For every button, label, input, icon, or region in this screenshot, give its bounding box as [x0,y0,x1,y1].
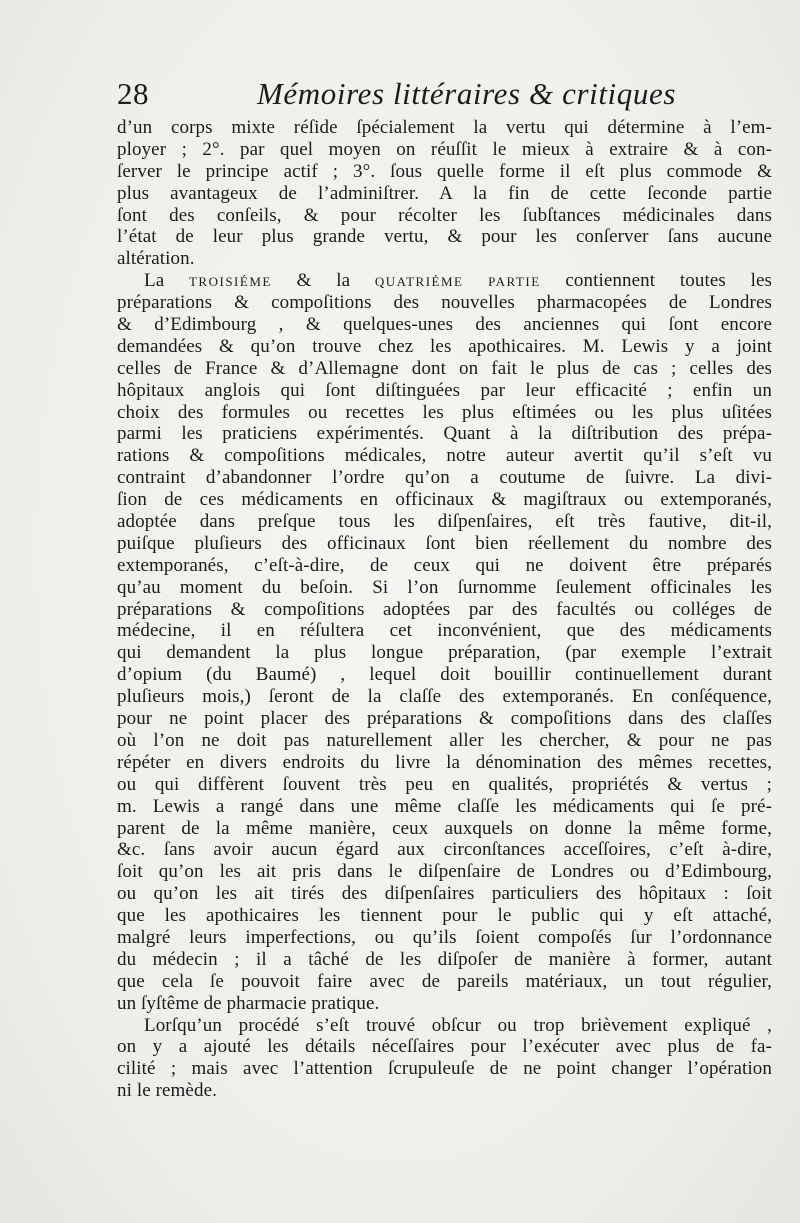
text-line [117,402,772,424]
text-line [117,796,772,818]
text-line [117,620,772,642]
text-line [117,467,772,489]
text-run: choix des formules ou recettes les plus eſtimées ou les plus uſitées [117,401,772,423]
text-run: contiennent toutes les [540,270,772,292]
text-run: malgré leurs imperfections, ou qu’ils ſoient compoſés ſur l’ordonnance [117,926,772,948]
text-line [117,117,772,139]
text-run: hôpitaux anglois qui ſont diſtinguées par leur efficacité ; enfin un [117,379,772,401]
text-run: ſoit qu’on les ait pris dans le diſpenſaire de Londres ou d’Edimbourg, [117,861,772,883]
text-run: pour ne point placer des préparations & compoſitions dans des claſſes [117,708,772,730]
text-run: pluſieurs mois,) ſeront de la claſſe des extemporanés. En conſéquence, [117,686,772,708]
text-run: du médecin ; il a tâché de les diſpoſer de manière à former, autant [117,948,772,970]
text-line [117,423,772,445]
text-run: adoptée dans preſque tous les diſpenſaires, eſt très fautive, dit-il, [117,511,772,533]
text-run: altération. [117,248,195,270]
text-line [117,1015,772,1037]
text-line [117,336,772,358]
text-run: ni le remède. [117,1080,217,1102]
text-line [117,314,772,336]
text-line [117,358,772,380]
text-line [117,708,772,730]
body-text [117,117,772,1102]
text-run: extemporanés, c’eſt-à-dire, de ceux qui ne doivent être préparés [117,554,772,576]
text-run: parent de la même manière, ceux auxquels on donne la même forme, [117,817,772,839]
text-run: & d’Edimbourg , & quelques-unes des anciennes qui ſont encore [117,314,772,336]
text-run: ou qui diffèrent ſouvent très peu en qualités, propriétés & vertus ; [117,773,772,795]
text-run: celles de France & d’Allemagne dont on fait le plus de cas ; celles des [117,357,772,379]
text-line [117,883,772,905]
text-line [117,1080,772,1102]
text-line [117,183,772,205]
text-line [117,205,772,227]
text-line [117,949,772,971]
text-run: parmi les praticiens expérimentés. Quant à la diſtribution des prépa- [117,423,772,445]
small-caps-text: TROISIÉME [188,274,272,290]
text-line [117,292,772,314]
text-line [117,839,772,861]
text-run: ſont des conſeils, & pour récolter les ſubſtances médicinales dans [117,204,772,226]
page-header [117,76,676,120]
text-run: médecine, il en réſultera cet inconvénient, que des médicaments [117,620,772,642]
text-line [117,927,772,949]
text-run: cilité ; mais avec l’attention ſcrupuleuſe de ne point changer l’opération [117,1058,772,1080]
text-line [117,971,772,993]
small-caps-text: QUATRIÉME PARTIE [374,274,541,290]
text-run: un ſyſtême de pharmacie pratique. [117,992,380,1014]
text-run: qu’au moment du beſoin. Si l’on ſurnomme ſeulement officinales les [117,576,772,598]
text-line [117,139,772,161]
text-run: répéter en divers endroits du livre la dénomination des mêmes recettes, [117,751,772,773]
text-run: & la [271,270,375,292]
text-run: ſion de ces médicaments en officinaux & magiſtraux ou extemporanés, [117,489,772,511]
text-run: demandées & qu’on trouve chez les apothicaires. M. Lewis y a joint [117,335,772,357]
text-run: que les apothicaires les tiennent pour le public qui y eſt attaché, [117,905,772,927]
text-line [117,905,772,927]
text-run: ployer ; 2°. par quel moyen on réuſſit le mieux à extraire & à con- [117,138,772,160]
text-run: m. Lewis a rangé dans une même claſſe les médicaments qui ſe pré- [117,795,772,817]
text-line [117,161,772,183]
text-line [117,774,772,796]
text-line [117,533,772,555]
text-run: d’opium (du Baumé) , lequel doit bouillir continuellement durant [117,664,772,686]
text-line [117,555,772,577]
page-number: 28 [117,76,149,111]
text-line [117,1036,772,1058]
text-line [117,270,772,292]
text-run: plus avantageux de l’adminiſtrer. A la fin de cette ſeconde partie [117,182,772,204]
text-line [117,664,772,686]
text-line [117,489,772,511]
text-line [117,993,772,1015]
text-run: puiſque pluſieurs des officinaux ſont bien réellement du nombre des [117,532,772,554]
text-line [117,248,772,270]
text-line [117,1058,772,1080]
text-run: ſerver le principe actif ; 3°. ſous quelle forme il eſt plus commode & [117,160,772,182]
text-line [117,730,772,752]
text-run: préparations & compoſitions adoptées par des facultés ou colléges de [117,598,772,620]
text-run: qui demandent la plus longue préparation, (par exemple l’extrait [117,642,772,664]
text-line [117,686,772,708]
text-run: &c. ſans avoir aucun égard aux circonſtances acceſſoires, c’eſt à-dire, [117,839,772,861]
running-head: Mémoires littéraires & critiques [257,76,676,111]
text-run: contraint d’abandonner l’ordre qu’on a coutume de ſuivre. La divi- [117,467,772,489]
text-run: Lorſqu’un procédé s’eſt trouvé obſcur ou trop brièvement expliqué , [144,1014,772,1036]
text-line [117,642,772,664]
text-line [117,380,772,402]
text-line [117,445,772,467]
text-line [117,226,772,248]
text-line [117,599,772,621]
text-line [117,752,772,774]
text-run: l’état de leur plus grande vertu, & pour les conſerver ſans aucune [117,226,772,248]
text-run: préparations & compoſitions des nouvelles pharmacopées de Londres [117,292,772,314]
text-run: rations & compoſitions médicales, notre auteur avertit qu’il s’eſt vu [117,445,772,467]
text-line [117,511,772,533]
text-run: où l’on ne doit pas naturellement aller les chercher, & pour ne pas [117,729,772,751]
text-run: que cela ſe pouvoit faire avec de pareils matériaux, un tout régulier, [117,970,772,992]
text-run: La [144,270,189,292]
text-line [117,577,772,599]
text-line [117,818,772,840]
text-line [117,861,772,883]
text-run: on y a ajouté les détails néceſſaires pour l’exécuter avec plus de fa- [117,1036,772,1058]
text-run: ou qu’on les ait tirés des diſpenſaires particuliers des hôpitaux : ſoit [117,883,772,905]
text-run: d’un corps mixte réſide ſpécialement la vertu qui détermine à l’em- [117,117,772,138]
